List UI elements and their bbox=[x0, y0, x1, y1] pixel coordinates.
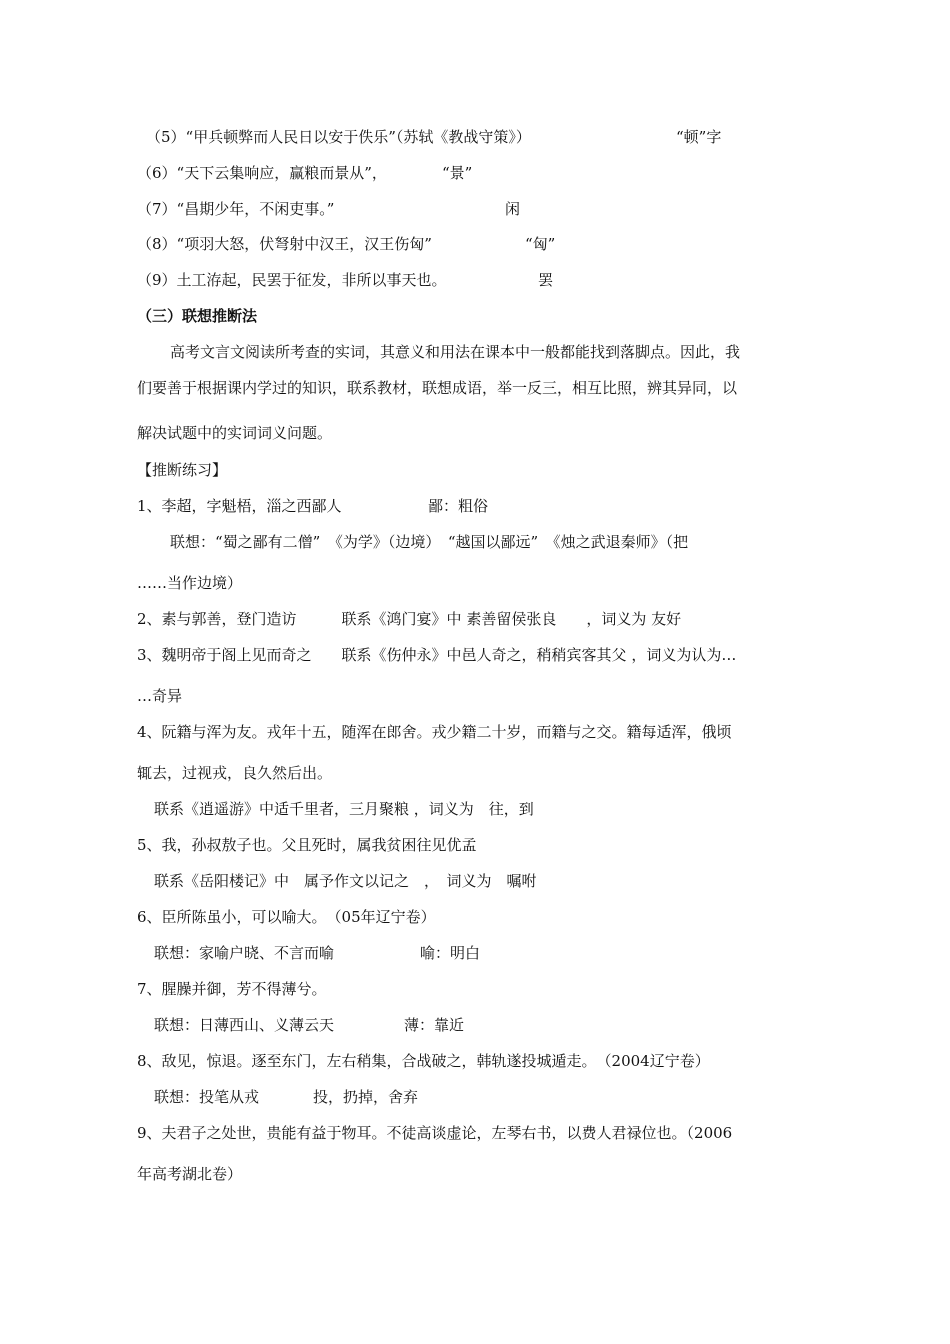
example-line-8: （8）“项羽大怒，伏弩射中汉王，汉王伤匈” bbox=[137, 235, 432, 253]
intro-line-1: 高考文言文阅读所考查的实词，其意义和用法在课本中一般都能找到落脚点。因此，我 bbox=[170, 343, 741, 361]
intro-line-3: 解决试题中的实词词义问题。 bbox=[137, 424, 333, 442]
example-line-9: （9）土工洊起，民罢于征发，非所以事天也。 bbox=[137, 271, 447, 289]
item-1-association-cont: ……当作边境） bbox=[137, 574, 243, 592]
example-note-5: “顿”字 bbox=[676, 128, 722, 146]
section-heading: （三）联想推断法 bbox=[137, 307, 258, 325]
item-8-association: 联想：投笔从戎 bbox=[154, 1088, 260, 1106]
item-6-text: 6、臣所陈虽小，可以喻大。 （05年辽宁卷） bbox=[137, 908, 436, 926]
item-3-text-cont: …奇异 bbox=[137, 687, 183, 705]
example-note-8: “匈” bbox=[525, 235, 556, 253]
item-2-text: 2、素与郭善，登门造访 联系《鸿门宴》中 素善留侯张良 ，词义为 友好 bbox=[137, 610, 682, 628]
item-4-association: 联系《逍遥游》中适千里者，三月聚粮 ，词义为 往，到 bbox=[154, 800, 534, 818]
item-7-note: 薄：靠近 bbox=[404, 1016, 465, 1034]
item-1-note: 鄙：粗俗 bbox=[428, 497, 489, 515]
example-note-9: 罢 bbox=[538, 271, 554, 289]
item-6-note: 喻：明白 bbox=[420, 944, 481, 962]
item-8-note: 投，扔掉，舍弃 bbox=[313, 1088, 419, 1106]
intro-line-2: 们要善于根据课内学过的知识，联系教材，联想成语，举一反三，相互比照，辨其异同，以 bbox=[137, 379, 738, 397]
item-4-text-cont: 辄去，过视戎，良久然后出。 bbox=[137, 764, 333, 782]
item-3-text: 3、魏明帝于阁上见而奇之 联系《伤仲永》中邑人奇之，稍稍宾客其父 ，词义为认为… bbox=[137, 646, 737, 664]
item-6-association: 联想：家喻户晓、不言而喻 bbox=[154, 944, 335, 962]
example-note-6: “景” bbox=[442, 164, 473, 182]
example-line-6: （6）“天下云集响应，赢粮而景从”， bbox=[137, 164, 387, 182]
item-1-association: 联想：“蜀之鄙有二僧” 《为学》（边境） “越国以鄙远” 《烛之武退秦师》（把 bbox=[170, 533, 689, 551]
item-4-text: 4、阮籍与浑为友。戎年十五，随浑在郎舍。戎少籍二十岁，而籍与之交。籍每适浑，俄顷 bbox=[137, 723, 732, 741]
item-5-text: 5、我，孙叔敖子也。父且死时，属我贫困往见优孟 bbox=[137, 836, 477, 854]
example-note-7: 闲 bbox=[505, 200, 521, 218]
item-7-association: 联想：日薄西山、义薄云天 bbox=[154, 1016, 335, 1034]
practice-heading: 【推断练习】 bbox=[137, 461, 228, 479]
example-line-7: （7）“昌期少年，不闲吏事。” bbox=[137, 200, 335, 218]
item-9-text-cont: 年高考湖北卷） bbox=[137, 1165, 243, 1183]
example-line-5: （5）“甲兵顿弊而人民日以安于佚乐”（苏轼《教战守策》） bbox=[146, 128, 531, 146]
item-5-association: 联系《岳阳楼记》中 属予作文以记之 ， 词义为 嘱咐 bbox=[154, 872, 537, 890]
item-7-text: 7、腥臊并御，芳不得薄兮。 bbox=[137, 980, 327, 998]
item-9-text: 9、夫君子之处世，贵能有益于物耳。不徒高谈虚论，左琴右书，以费人君禄位也。（2006 bbox=[137, 1124, 733, 1142]
item-8-text: 8、敌见，惊退。逐至东门，左右稍集，合战破之，韩轨遂投城遁走。 （2004辽宁卷） bbox=[137, 1052, 710, 1070]
item-1-text: 1、李超，字魁梧，淄之西鄙人 bbox=[137, 497, 342, 515]
